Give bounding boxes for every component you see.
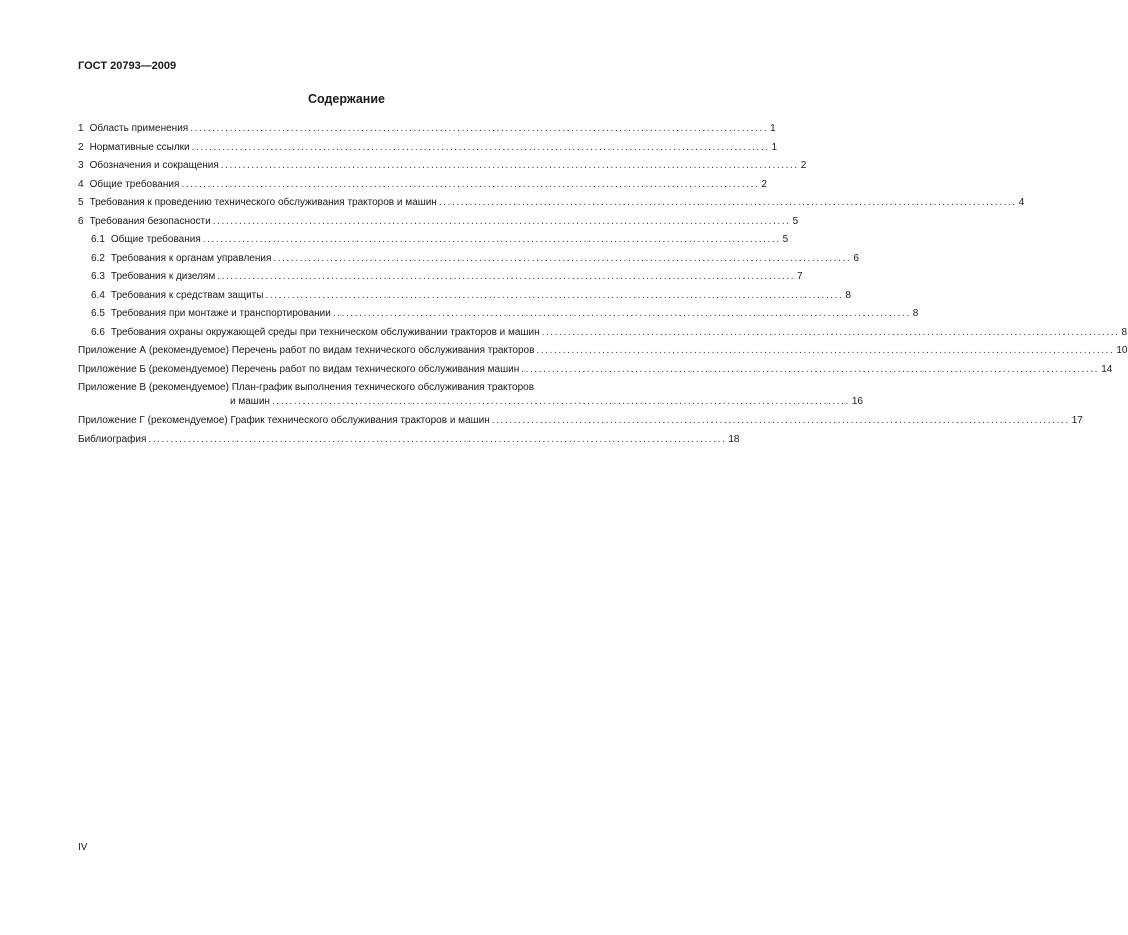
toc-leader-dots: .................................................................................................................................... [190, 123, 769, 134]
toc-leader-dots: .................................................................................................................................... [536, 345, 1115, 356]
toc-entry-page: 1 [770, 123, 776, 134]
toc-leader-dots: .................................................................................................................................... [181, 178, 760, 190]
toc-entry-title: Требования безопасности [89, 215, 211, 227]
toc-leader-dots: .................................................................................................................................... [491, 415, 1070, 426]
toc-entry-number: 6.4 [91, 289, 105, 301]
toc-leader-dots: .................................................................................................................................... [148, 433, 727, 445]
toc-leader-dots: .................................................................................................................................... [212, 215, 791, 227]
toc-entry-number: 6.1 [91, 234, 105, 245]
toc-entry-number: 5 [78, 197, 84, 208]
toc-entry-title: Обозначения и сокращения [89, 160, 219, 171]
toc-entry-title: Библиография [78, 433, 147, 445]
toc-entry-number: 1 [78, 123, 84, 134]
toc-leader-dots: .................................................................................................................................... [191, 141, 770, 153]
toc-entry-page: 14 [1101, 363, 1113, 375]
toc-entry-title: Требования к средствам защиты [110, 289, 264, 301]
toc-entry-page: 2 [761, 178, 767, 190]
toc-entry-number: 3 [78, 160, 84, 171]
toc-entry-page: 18 [728, 433, 740, 445]
toc-entry[interactable] [78, 141, 778, 160]
toc-entry-title: Приложение Б (рекомендуемое) Перечень работ по видам технического обслуживания машин [78, 363, 520, 375]
toc-leader-dots: .................................................................................................................................... [521, 363, 1100, 375]
toc-entry-page: 17 [1071, 415, 1083, 426]
toc-leader-dots: .................................................................................................................................... [273, 252, 852, 264]
toc-entry[interactable] [78, 215, 799, 234]
toc-entry-page: 4 [1018, 197, 1025, 208]
toc-entry-page: 8 [912, 308, 919, 319]
toc-entry-number: 6.5 [91, 308, 105, 319]
toc-entry-title: Требования к дизелям [110, 271, 216, 282]
toc-subentry[interactable] [78, 326, 1128, 345]
toc-appendix-entry[interactable] [78, 363, 1113, 382]
toc-entry-title: Нормативные ссылки [89, 141, 190, 153]
toc-appendix-entry[interactable] [78, 381, 863, 414]
toc-entry-page: 8 [845, 289, 851, 301]
toc-entry-number: 6.6 [91, 326, 105, 338]
toc-entry[interactable] [78, 178, 767, 197]
toc-leader-dots: .................................................................................................................................... [332, 308, 911, 319]
toc-entry-page: 7 [797, 271, 803, 282]
toc-bibliography-entry[interactable] [78, 433, 740, 452]
toc-subentry[interactable] [78, 233, 789, 252]
toc-entry-title: Общие требования [89, 178, 180, 190]
toc-entry-title: Приложение Г (рекомендуемое) График технического обслуживания тракторов и машин [78, 415, 490, 426]
toc-leader-dots: .................................................................................................................................... [220, 160, 799, 171]
toc-appendix-entry[interactable] [78, 344, 1128, 363]
toc-entry-title: Приложение В (рекомендуемое) План-график выполнения технического обслуживания тракторов [78, 382, 535, 393]
toc-entry-title: Требования к органам управления [110, 252, 272, 264]
toc-entry[interactable] [78, 196, 1025, 215]
toc-subentry[interactable] [78, 307, 919, 326]
toc-entry-title: Приложение А (рекомендуемое) Перечень работ по видам технического обслуживания тракторов [78, 345, 535, 356]
toc-subentry[interactable] [78, 270, 803, 289]
toc-entry-title: Общие требования [110, 234, 201, 245]
page-title [0, 92, 661, 106]
toc-entry-number: 4 [78, 178, 84, 190]
toc-entry[interactable] [78, 159, 807, 178]
toc-entry-title: Требования к проведению технического обслуживания тракторов и машин [89, 197, 437, 208]
table-of-contents [78, 122, 1128, 451]
toc-leader-dots: .................................................................................................................................... [271, 396, 850, 407]
toc-entry-title: Требования при монтаже и транспортировании [110, 308, 331, 319]
toc-entry-number: 6.3 [91, 271, 105, 282]
toc-entry-number: 6.2 [91, 252, 105, 264]
toc-entry-page: 8 [1121, 326, 1128, 338]
toc-leader-dots: .................................................................................................................................... [438, 197, 1017, 208]
toc-entry-page: 6 [853, 252, 859, 264]
toc-entry-page: 1 [771, 141, 778, 153]
page-number: IV [78, 842, 88, 853]
toc-entry-number: 6 [78, 215, 84, 227]
toc-entry-page: 5 [792, 215, 799, 227]
toc-subentry[interactable] [78, 252, 859, 271]
toc-entry-title: Требования охраны окружающей среды при техническом обслуживании тракторов и машин [110, 326, 540, 338]
toc-entry-title-continued: и машин [230, 396, 270, 407]
toc-entry-page: 10 [1116, 345, 1128, 356]
toc-leader-dots: .................................................................................................................................... [265, 289, 844, 301]
toc-leader-dots: .................................................................................................................................... [202, 234, 781, 245]
toc-entry-page: 16 [851, 396, 863, 407]
toc-entry[interactable] [78, 122, 776, 141]
toc-entry-page: 5 [782, 234, 789, 245]
toc-leader-dots: .................................................................................................................................... [217, 271, 796, 282]
toc-subentry[interactable] [78, 289, 851, 308]
page-title-text: Содержание [307, 92, 385, 106]
toc-entry-title: Область применения [89, 123, 189, 134]
toc-appendix-entry[interactable] [78, 414, 1083, 433]
toc-entry-number: 2 [78, 141, 84, 153]
document-header: ГОСТ 20793—2009 [78, 60, 177, 72]
toc-leader-dots: .................................................................................................................................... [541, 326, 1120, 338]
toc-entry-page: 2 [800, 160, 807, 171]
